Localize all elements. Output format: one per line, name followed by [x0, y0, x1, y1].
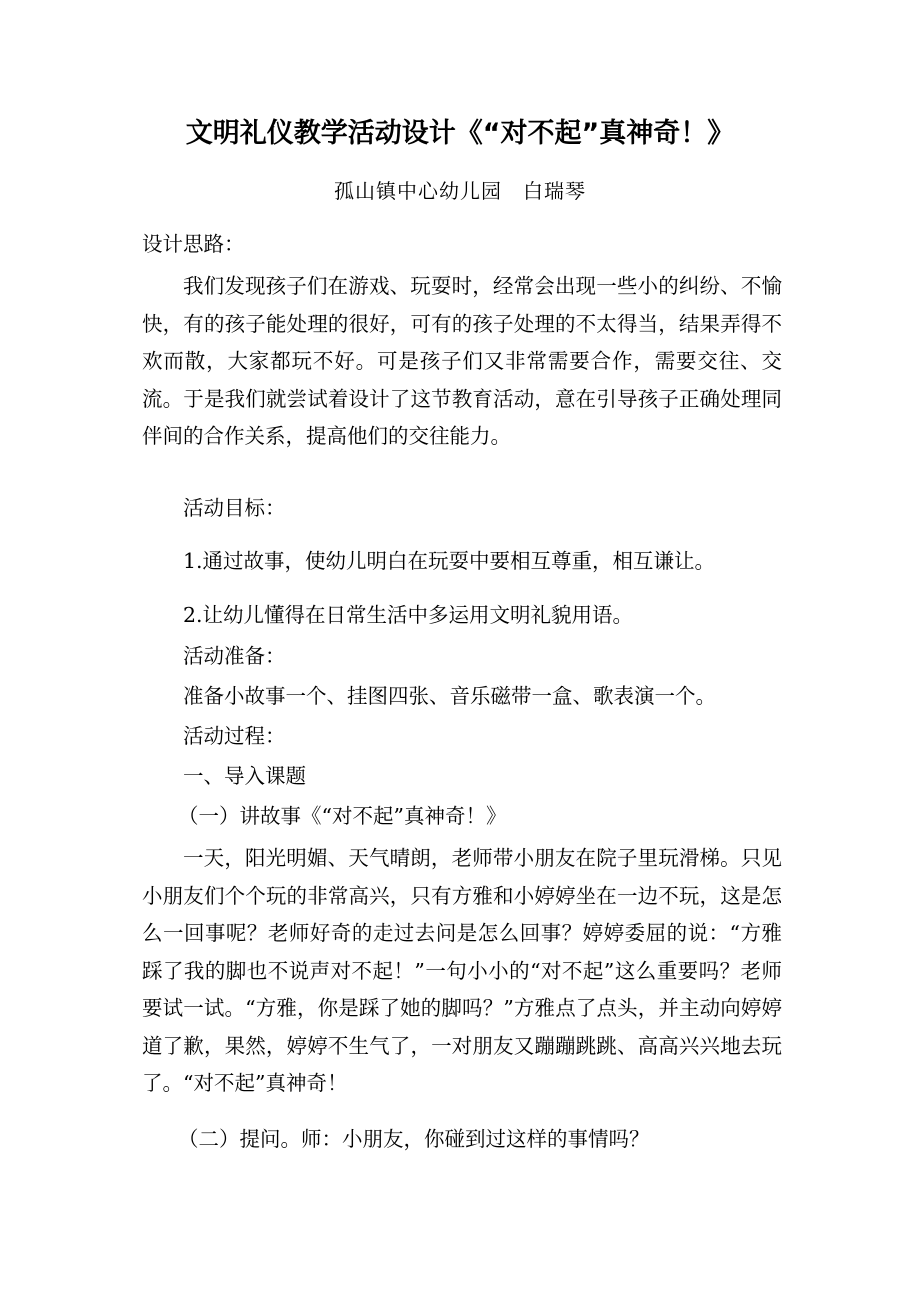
goal-item-1: 1.通过故事，使幼儿明白在玩耍中要相互尊重，相互谦让。: [183, 549, 716, 573]
goals-heading: 活动目标：: [183, 496, 286, 520]
prep-heading: 活动准备：: [183, 644, 286, 668]
prep-paragraph: 准备小故事一个、挂图四张、音乐磁带一盒、歌表演一个。: [183, 684, 716, 708]
process-heading: 活动过程：: [183, 724, 286, 748]
design-idea-heading: 设计思路：: [142, 232, 245, 256]
story-paragraph: 一天，阳光明媚、天气晴朗，老师带小朋友在院子里玩滑梯。只见小朋友们个个玩的非常高兴，只有方雅和小婷婷坐在一边不玩，这是怎么一回事呢？老师好奇的走过去问是怎么回事？婷婷委屈的说：“方雅踩了我的脚也不说声对不起！”一句小小的“对不起”这么重要吗？老师要试一试。“方雅，你是踩了她的脚吗？”方雅点了点头，并主动向婷婷道了歉，果然，婷婷不生气了，一对朋友又蹦蹦跳跳、高高兴兴地去玩了。“对不起”真神奇！: [142, 846, 782, 1095]
goal-item-2: 2.让幼儿懂得在日常生活中多运用文明礼貌用语。: [183, 603, 634, 627]
document-title: 文明礼仪教学活动设计《“对不起”真神奇！》: [185, 118, 735, 149]
subsection-heading-2: （二）提问。师：小朋友，你碰到过这样的事情吗？: [178, 1127, 650, 1151]
design-idea-paragraph: 我们发现孩子们在游戏、玩耍时，经常会出现一些小的纠纷、不愉快，有的孩子能处理的很好，可有的孩子处理的不太得当，结果弄得不欢而散，大家都玩不好。可是孩子们又非常需要合作，需要交往、交流。于是我们就尝试着设计了这节教育活动，意在引导孩子正确处理同伴间的合作关系，提高他们的交往能力。: [142, 274, 782, 448]
author-line: 孤山镇中心幼儿园 白瑞琴: [334, 179, 586, 203]
subsection-heading-1: （一）讲故事《“对不起”真神奇！》: [178, 804, 507, 828]
section-heading-1: 一、导入课题: [183, 764, 306, 788]
